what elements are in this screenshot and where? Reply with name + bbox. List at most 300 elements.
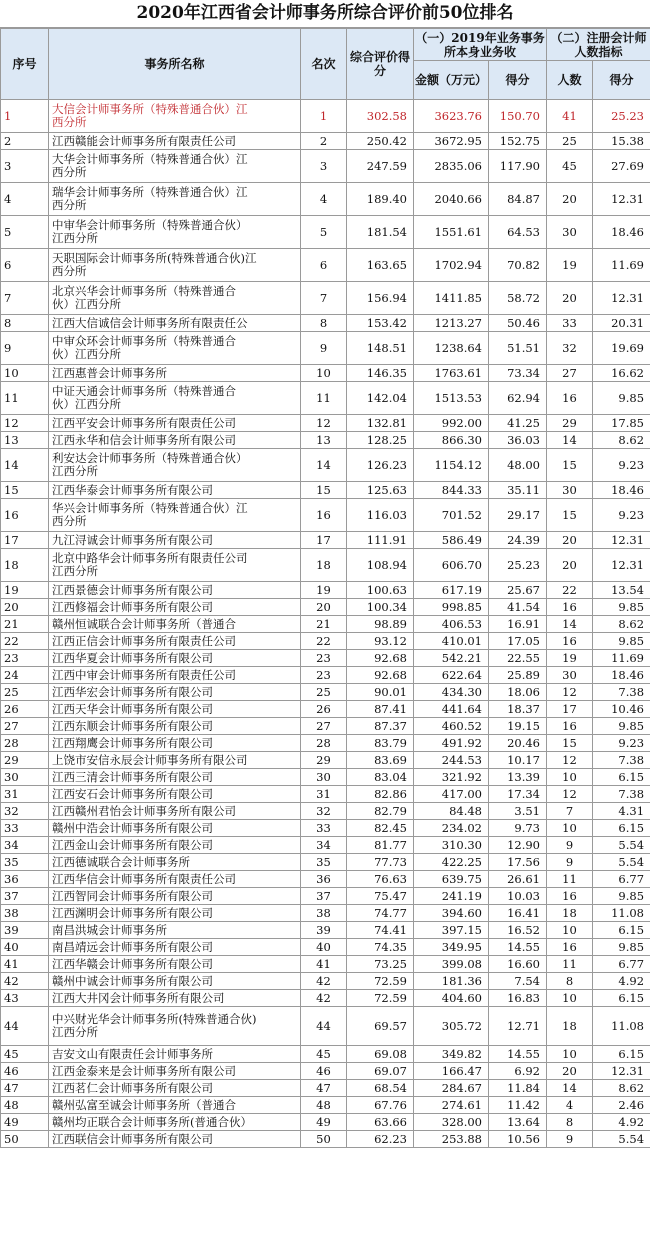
- cell-revenue-amount: 622.64: [414, 667, 489, 684]
- cell-revenue-score: 7.54: [489, 973, 547, 990]
- cell-cpa-score: 18.46: [593, 482, 650, 499]
- table-row: [1, 150, 650, 183]
- cell-cpa-count: 32: [547, 332, 593, 365]
- cell-firm-name: [49, 332, 301, 365]
- cell-total-score: 75.47: [347, 888, 414, 905]
- cell-revenue-amount: 84.48: [414, 803, 489, 820]
- cell-cpa-score: 18.46: [593, 667, 650, 684]
- cell-revenue-amount: 1238.64: [414, 332, 489, 365]
- firm-name-line: 九江浔诚会计师事务所有限公司: [52, 532, 213, 547]
- table-row: [1, 432, 650, 449]
- cell-revenue-score: 18.06: [489, 684, 547, 701]
- cell-firm-name: [49, 1007, 301, 1046]
- cell-seq: 47: [1, 1080, 49, 1097]
- cell-revenue-amount: 1763.61: [414, 365, 489, 382]
- firm-name-line: 中证天通会计师事务所（特殊普通合: [52, 384, 236, 398]
- firm-name-line: 南昌洪城会计师事务所: [52, 922, 167, 937]
- cell-cpa-count: 11: [547, 871, 593, 888]
- firm-name-line: 赣州中诚会计师事务所有限公司: [52, 973, 213, 988]
- cell-cpa-score: 4.92: [593, 973, 650, 990]
- firm-name-line: 华兴会计师事务所（特殊普通合伙）江: [52, 501, 248, 515]
- cell-revenue-amount: 410.01: [414, 633, 489, 650]
- cell-firm-name: [49, 990, 301, 1007]
- cell-revenue-amount: 321.92: [414, 769, 489, 786]
- cell-cpa-score: 10.46: [593, 701, 650, 718]
- cell-seq: 35: [1, 854, 49, 871]
- cell-total-score: 83.69: [347, 752, 414, 769]
- cell-cpa-count: 45: [547, 150, 593, 183]
- cell-revenue-score: 25.67: [489, 582, 547, 599]
- firm-name-line: 中审众环会计师事务所（特殊普通合: [52, 334, 236, 348]
- table-row: [1, 735, 650, 752]
- cell-revenue-amount: 606.70: [414, 549, 489, 582]
- cell-revenue-score: 117.90: [489, 150, 547, 183]
- cell-firm-name: [49, 752, 301, 769]
- cell-cpa-count: 30: [547, 667, 593, 684]
- table-row: [1, 482, 650, 499]
- firm-name-line: 江西华宏会计师事务所有限公司: [52, 684, 213, 699]
- table-row: [1, 684, 650, 701]
- firm-name-line: 中审华会计师事务所（特殊普通合伙）: [52, 218, 248, 232]
- cell-revenue-score: 62.94: [489, 382, 547, 415]
- cell-rank: 39: [301, 922, 347, 939]
- cell-cpa-score: 9.85: [593, 633, 650, 650]
- firm-name-line: 赣州中浩会计师事务所有限公司: [52, 820, 213, 835]
- table-row: [1, 837, 650, 854]
- cell-firm-name: [49, 633, 301, 650]
- cell-revenue-score: 17.05: [489, 633, 547, 650]
- cell-seq: 40: [1, 939, 49, 956]
- table-row: [1, 365, 650, 382]
- firm-name-line: 江西联信会计师事务所有限公司: [52, 1131, 213, 1146]
- cell-cpa-score: 5.54: [593, 854, 650, 871]
- header-revenue-score: 得分: [489, 61, 547, 100]
- cell-revenue-score: 16.91: [489, 616, 547, 633]
- cell-cpa-score: 19.69: [593, 332, 650, 365]
- cell-total-score: 146.35: [347, 365, 414, 382]
- cell-total-score: 72.59: [347, 990, 414, 1007]
- cell-firm-name: [49, 216, 301, 249]
- firm-name-line: 江西修福会计师事务所有限公司: [52, 599, 213, 614]
- cell-revenue-amount: 244.53: [414, 752, 489, 769]
- firm-name-line: 江西智同会计师事务所有限公司: [52, 888, 213, 903]
- table-row: [1, 549, 650, 582]
- cell-revenue-score: 50.46: [489, 315, 547, 332]
- cell-cpa-count: 7: [547, 803, 593, 820]
- cell-rank: 5: [301, 216, 347, 249]
- cell-revenue-score: 16.41: [489, 905, 547, 922]
- cell-cpa-score: 8.62: [593, 1080, 650, 1097]
- cell-total-score: 132.81: [347, 415, 414, 432]
- cell-cpa-score: 12.31: [593, 282, 650, 315]
- firm-name-line: 上饶市安信永辰会计师事务所有限公司: [52, 752, 248, 767]
- table-row: [1, 332, 650, 365]
- firm-name-line: 西分所: [52, 264, 87, 278]
- cell-firm-name: [49, 1097, 301, 1114]
- cell-firm-name: [49, 854, 301, 871]
- table-row: [1, 990, 650, 1007]
- cell-revenue-score: 73.34: [489, 365, 547, 382]
- cell-total-score: 82.86: [347, 786, 414, 803]
- firm-name-line: 伙）江西分所: [52, 297, 121, 311]
- cell-cpa-count: 10: [547, 769, 593, 786]
- cell-revenue-score: 16.60: [489, 956, 547, 973]
- firm-name-line: 江西正信会计师事务所有限责任公司: [52, 633, 236, 648]
- cell-revenue-score: 22.55: [489, 650, 547, 667]
- cell-total-score: 128.25: [347, 432, 414, 449]
- table-row: [1, 599, 650, 616]
- page-title: 2020年江西省会计师事务所综合评价前50位排名: [0, 0, 650, 28]
- cell-cpa-score: 8.62: [593, 616, 650, 633]
- cell-firm-name: [49, 532, 301, 549]
- cell-revenue-score: 152.75: [489, 133, 547, 150]
- cell-firm-name: [49, 1063, 301, 1080]
- cell-firm-name: [49, 888, 301, 905]
- cell-cpa-score: 7.38: [593, 684, 650, 701]
- cell-revenue-amount: 274.61: [414, 1097, 489, 1114]
- table-row: [1, 905, 650, 922]
- table-header: [1, 29, 650, 100]
- cell-total-score: 72.59: [347, 973, 414, 990]
- cell-rank: 18: [301, 549, 347, 582]
- cell-cpa-count: 19: [547, 249, 593, 282]
- cell-firm-name: [49, 701, 301, 718]
- cell-revenue-score: 25.23: [489, 549, 547, 582]
- table-row: [1, 249, 650, 282]
- header-total-score: 综合评价得分: [347, 29, 414, 100]
- firm-name-line: 江西赣能会计师事务所有限责任公司: [52, 133, 236, 148]
- cell-cpa-score: 25.23: [593, 100, 650, 133]
- cell-revenue-amount: 328.00: [414, 1114, 489, 1131]
- cell-total-score: 156.94: [347, 282, 414, 315]
- cell-seq: 46: [1, 1063, 49, 1080]
- firm-name-line: 西分所: [52, 514, 87, 528]
- cell-revenue-amount: 434.30: [414, 684, 489, 701]
- cell-total-score: 125.63: [347, 482, 414, 499]
- cell-revenue-score: 41.54: [489, 599, 547, 616]
- cell-seq: 20: [1, 599, 49, 616]
- cell-cpa-score: 17.85: [593, 415, 650, 432]
- cell-cpa-count: 14: [547, 432, 593, 449]
- firm-name-line: 江西三清会计师事务所有限公司: [52, 769, 213, 784]
- cell-revenue-amount: 241.19: [414, 888, 489, 905]
- table-row: [1, 803, 650, 820]
- cell-total-score: 98.89: [347, 616, 414, 633]
- cell-total-score: 142.04: [347, 382, 414, 415]
- table-row: [1, 633, 650, 650]
- cell-cpa-count: 41: [547, 100, 593, 133]
- cell-cpa-score: 6.15: [593, 769, 650, 786]
- cell-firm-name: [49, 973, 301, 990]
- cell-rank: 48: [301, 1097, 347, 1114]
- cell-revenue-score: 36.03: [489, 432, 547, 449]
- cell-total-score: 302.58: [347, 100, 414, 133]
- firm-name-line: 江西大井冈会计师事务所有限公司: [52, 990, 225, 1005]
- table-row: [1, 616, 650, 633]
- cell-revenue-amount: 992.00: [414, 415, 489, 432]
- cell-rank: 36: [301, 871, 347, 888]
- cell-rank: 1: [301, 100, 347, 133]
- table-row: [1, 216, 650, 249]
- cell-rank: 7: [301, 282, 347, 315]
- cell-seq: 11: [1, 382, 49, 415]
- firm-name-line: 江西分所: [52, 464, 98, 478]
- cell-seq: 7: [1, 282, 49, 315]
- cell-cpa-count: 29: [547, 415, 593, 432]
- cell-seq: 41: [1, 956, 49, 973]
- firm-name-line: 西分所: [52, 115, 87, 129]
- cell-cpa-count: 16: [547, 939, 593, 956]
- cell-revenue-score: 29.17: [489, 499, 547, 532]
- cell-firm-name: [49, 549, 301, 582]
- cell-cpa-count: 30: [547, 216, 593, 249]
- cell-revenue-score: 150.70: [489, 100, 547, 133]
- cell-cpa-score: 5.54: [593, 837, 650, 854]
- cell-seq: 39: [1, 922, 49, 939]
- cell-revenue-amount: 491.92: [414, 735, 489, 752]
- cell-revenue-score: 48.00: [489, 449, 547, 482]
- cell-revenue-amount: 1513.53: [414, 382, 489, 415]
- cell-firm-name: [49, 1114, 301, 1131]
- cell-revenue-amount: 181.36: [414, 973, 489, 990]
- cell-rank: 8: [301, 315, 347, 332]
- cell-revenue-score: 13.64: [489, 1114, 547, 1131]
- cell-seq: 44: [1, 1007, 49, 1046]
- cell-cpa-score: 6.15: [593, 990, 650, 1007]
- table-row: [1, 667, 650, 684]
- cell-revenue-amount: 422.25: [414, 854, 489, 871]
- cell-total-score: 126.23: [347, 449, 414, 482]
- cell-revenue-amount: 3672.95: [414, 133, 489, 150]
- cell-total-score: 69.08: [347, 1046, 414, 1063]
- cell-seq: 36: [1, 871, 49, 888]
- cell-cpa-count: 17: [547, 701, 593, 718]
- cell-firm-name: [49, 249, 301, 282]
- cell-cpa-score: 9.23: [593, 449, 650, 482]
- cell-firm-name: [49, 871, 301, 888]
- cell-seq: 6: [1, 249, 49, 282]
- cell-revenue-amount: 406.53: [414, 616, 489, 633]
- cell-revenue-score: 12.90: [489, 837, 547, 854]
- cell-rank: 3: [301, 150, 347, 183]
- cell-rank: 19: [301, 582, 347, 599]
- table-row: [1, 315, 650, 332]
- cell-firm-name: [49, 939, 301, 956]
- firm-name-line: 天职国际会计师事务所(特殊普通合伙)江: [52, 251, 257, 265]
- cell-seq: 50: [1, 1131, 49, 1148]
- cell-rank: 49: [301, 1114, 347, 1131]
- cell-cpa-count: 8: [547, 1114, 593, 1131]
- firm-name-line: 北京中路华会计师事务所有限责任公司: [52, 551, 248, 565]
- firm-name-line: 利安达会计师事务所（特殊普通合伙）: [52, 451, 248, 465]
- cell-firm-name: [49, 616, 301, 633]
- cell-firm-name: [49, 150, 301, 183]
- cell-cpa-score: 20.31: [593, 315, 650, 332]
- table-row: [1, 100, 650, 133]
- cell-revenue-amount: 998.85: [414, 599, 489, 616]
- cell-cpa-score: 6.15: [593, 1046, 650, 1063]
- cell-rank: 23: [301, 667, 347, 684]
- firm-name-line: 江西金泰来是会计师事务所有限公司: [52, 1063, 236, 1078]
- cell-revenue-amount: 586.49: [414, 532, 489, 549]
- cell-cpa-count: 16: [547, 382, 593, 415]
- firm-name-line: 赣州恒诚联合会计师事务所（普通合: [52, 616, 236, 631]
- cell-seq: 43: [1, 990, 49, 1007]
- table-row: [1, 582, 650, 599]
- cell-revenue-amount: 844.33: [414, 482, 489, 499]
- cell-rank: 14: [301, 449, 347, 482]
- table-row: [1, 752, 650, 769]
- cell-cpa-count: 15: [547, 735, 593, 752]
- cell-total-score: 181.54: [347, 216, 414, 249]
- cell-cpa-score: 18.46: [593, 216, 650, 249]
- cell-total-score: 74.77: [347, 905, 414, 922]
- cell-rank: 27: [301, 718, 347, 735]
- cell-cpa-count: 9: [547, 837, 593, 854]
- table-row: [1, 499, 650, 532]
- cell-seq: 3: [1, 150, 49, 183]
- cell-cpa-score: 2.46: [593, 1097, 650, 1114]
- cell-seq: 13: [1, 432, 49, 449]
- firm-name-line: 大信会计师事务所（特殊普通合伙）江: [52, 102, 248, 116]
- cell-cpa-score: 5.54: [593, 1131, 650, 1148]
- cell-revenue-amount: 305.72: [414, 1007, 489, 1046]
- cell-total-score: 100.34: [347, 599, 414, 616]
- firm-name-line: 江西华夏会计师事务所有限公司: [52, 650, 213, 665]
- cell-cpa-score: 9.85: [593, 382, 650, 415]
- cell-revenue-score: 70.82: [489, 249, 547, 282]
- cell-revenue-amount: 166.47: [414, 1063, 489, 1080]
- cell-cpa-count: 16: [547, 633, 593, 650]
- cell-firm-name: [49, 922, 301, 939]
- cell-revenue-amount: 701.52: [414, 499, 489, 532]
- firm-name-line: 江西赣州君怡会计师事务所有限公司: [52, 803, 236, 818]
- cell-seq: 23: [1, 650, 49, 667]
- cell-rank: 4: [301, 183, 347, 216]
- cell-revenue-score: 12.71: [489, 1007, 547, 1046]
- firm-name-line: 赣州弘富至诚会计师事务所（普通合: [52, 1097, 236, 1112]
- cell-seq: 27: [1, 718, 49, 735]
- firm-name-line: 江西永华和信会计师事务所有限公司: [52, 432, 236, 447]
- cell-cpa-score: 9.85: [593, 888, 650, 905]
- header-seq: 序号: [1, 29, 49, 100]
- cell-rank: 40: [301, 939, 347, 956]
- cell-rank: 23: [301, 650, 347, 667]
- cell-firm-name: [49, 650, 301, 667]
- cell-firm-name: [49, 769, 301, 786]
- cell-revenue-amount: 1702.94: [414, 249, 489, 282]
- cell-seq: 48: [1, 1097, 49, 1114]
- cell-revenue-score: 24.39: [489, 532, 547, 549]
- cell-cpa-score: 11.69: [593, 650, 650, 667]
- cell-total-score: 82.79: [347, 803, 414, 820]
- cell-rank: 22: [301, 633, 347, 650]
- cell-revenue-score: 10.56: [489, 1131, 547, 1148]
- cell-cpa-count: 16: [547, 718, 593, 735]
- cell-rank: 16: [301, 499, 347, 532]
- cell-seq: 42: [1, 973, 49, 990]
- cell-firm-name: [49, 837, 301, 854]
- cell-cpa-score: 16.62: [593, 365, 650, 382]
- firm-name-line: 江西华赣会计师事务所有限公司: [52, 956, 213, 971]
- cell-cpa-score: 7.38: [593, 786, 650, 803]
- cell-cpa-score: 12.31: [593, 532, 650, 549]
- cell-revenue-amount: 1411.85: [414, 282, 489, 315]
- cell-revenue-score: 25.89: [489, 667, 547, 684]
- cell-total-score: 163.65: [347, 249, 414, 282]
- cell-total-score: 87.37: [347, 718, 414, 735]
- cell-seq: 29: [1, 752, 49, 769]
- cell-firm-name: [49, 482, 301, 499]
- cell-total-score: 108.94: [347, 549, 414, 582]
- cell-cpa-count: 8: [547, 973, 593, 990]
- cell-revenue-score: 41.25: [489, 415, 547, 432]
- table-row: [1, 415, 650, 432]
- cell-cpa-count: 27: [547, 365, 593, 382]
- cell-revenue-score: 18.37: [489, 701, 547, 718]
- cell-revenue-score: 26.61: [489, 871, 547, 888]
- cell-cpa-count: 16: [547, 599, 593, 616]
- cell-seq: 45: [1, 1046, 49, 1063]
- cell-rank: 29: [301, 752, 347, 769]
- firm-name-line: 江西安石会计师事务所有限公司: [52, 786, 213, 801]
- cell-revenue-amount: 2040.66: [414, 183, 489, 216]
- cell-seq: 8: [1, 315, 49, 332]
- header-revenue-amount: 金额（万元）: [414, 61, 489, 100]
- firm-name-line: 江西惠普会计师事务所: [52, 365, 167, 380]
- cell-seq: 32: [1, 803, 49, 820]
- table-row: [1, 854, 650, 871]
- cell-total-score: 92.68: [347, 667, 414, 684]
- firm-name-line: 中兴财光华会计师事务所(特殊普通合伙): [52, 1012, 257, 1026]
- cell-total-score: 83.04: [347, 769, 414, 786]
- cell-total-score: 148.51: [347, 332, 414, 365]
- table-row: [1, 282, 650, 315]
- cell-cpa-count: 10: [547, 990, 593, 1007]
- table-row: [1, 1007, 650, 1046]
- cell-rank: 28: [301, 735, 347, 752]
- cell-revenue-score: 64.53: [489, 216, 547, 249]
- cell-revenue-score: 14.55: [489, 1046, 547, 1063]
- cell-cpa-score: 9.23: [593, 735, 650, 752]
- cell-cpa-count: 30: [547, 482, 593, 499]
- cell-seq: 34: [1, 837, 49, 854]
- cell-rank: 13: [301, 432, 347, 449]
- cell-revenue-score: 35.11: [489, 482, 547, 499]
- firm-name-line: 伙）江西分所: [52, 347, 121, 361]
- firm-name-line: 江西分所: [52, 1025, 98, 1039]
- cell-cpa-score: 6.77: [593, 871, 650, 888]
- cell-cpa-count: 20: [547, 282, 593, 315]
- cell-revenue-amount: 397.15: [414, 922, 489, 939]
- cell-total-score: 100.63: [347, 582, 414, 599]
- cell-rank: 42: [301, 973, 347, 990]
- cell-firm-name: [49, 735, 301, 752]
- cell-revenue-score: 20.46: [489, 735, 547, 752]
- cell-rank: 47: [301, 1080, 347, 1097]
- cell-cpa-score: 4.31: [593, 803, 650, 820]
- cell-firm-name: [49, 315, 301, 332]
- cell-cpa-score: 9.85: [593, 599, 650, 616]
- firm-name-line: 江西茗仁会计师事务所有限公司: [52, 1080, 213, 1095]
- table-row: [1, 133, 650, 150]
- cell-rank: 32: [301, 803, 347, 820]
- firm-name-line: 江西景德会计师事务所有限公司: [52, 582, 213, 597]
- cell-firm-name: [49, 133, 301, 150]
- cell-rank: 41: [301, 956, 347, 973]
- table-row: [1, 1097, 650, 1114]
- table-row: [1, 449, 650, 482]
